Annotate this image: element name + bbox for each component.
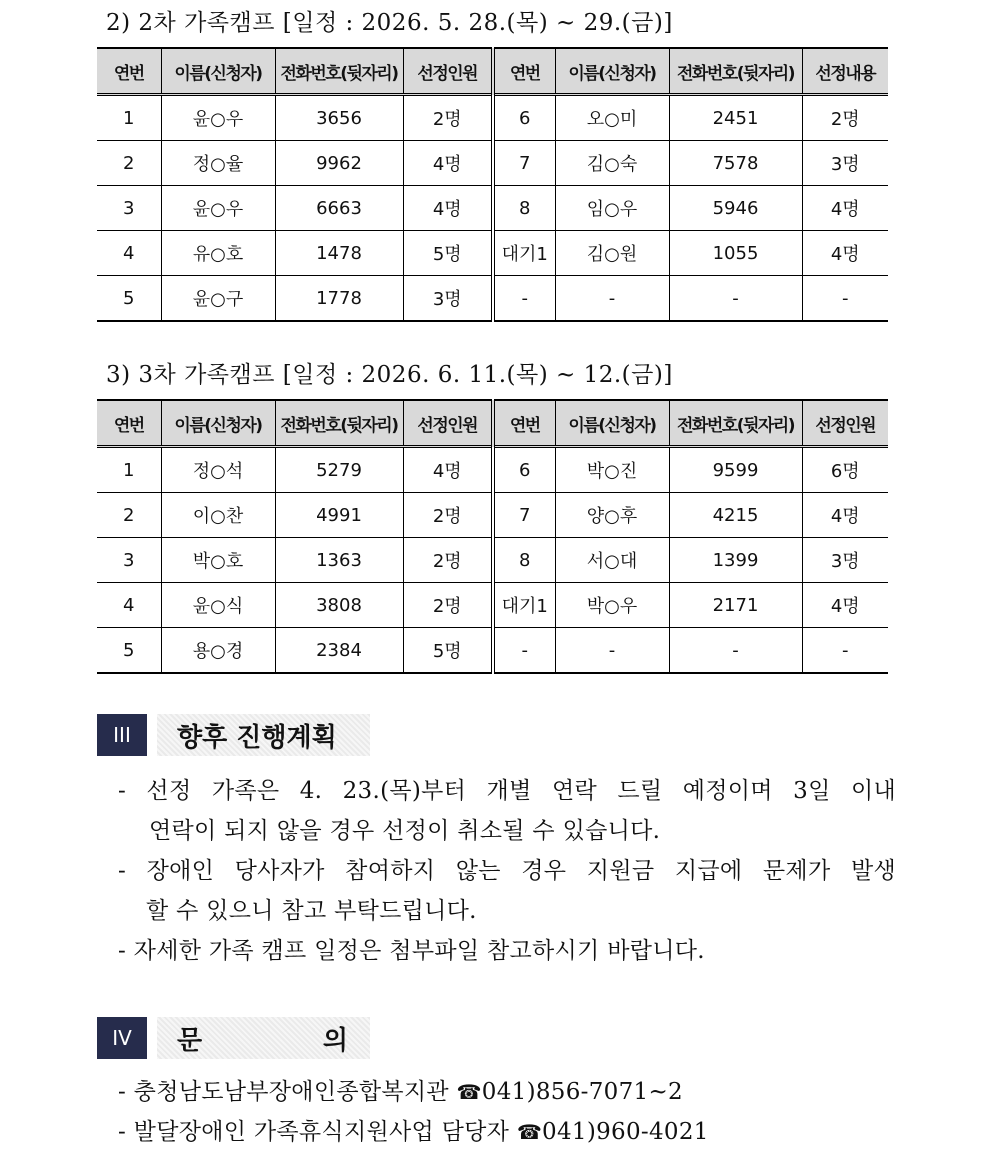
table-cell: 대기1 xyxy=(493,231,555,276)
table-cell: - xyxy=(802,628,888,674)
plan-line-1: - 선정 가족은 4. 23.(목)부터 개별 연락 드릴 예정이며 3일 이내 xyxy=(118,778,896,804)
table-cell: 4명 xyxy=(802,583,888,628)
table-cell: 2명 xyxy=(403,538,493,583)
table-cell: 7578 xyxy=(669,141,802,186)
plan-line-5: - 자세한 가족 캠프 일정은 첨부파일 참고하시기 바랍니다. xyxy=(118,938,705,964)
section-number: IV xyxy=(97,1017,147,1059)
column-header: 이름(신청자) xyxy=(555,400,669,447)
contact-phone: 041)960-4021 xyxy=(542,1119,709,1145)
camp2-selection-table xyxy=(97,47,888,322)
table-cell: 2451 xyxy=(669,95,802,141)
table-cell: 서○대 xyxy=(555,538,669,583)
table-cell: 윤○우 xyxy=(161,95,275,141)
table-cell: - xyxy=(493,276,555,322)
table-cell: - xyxy=(555,276,669,322)
table-cell: 3808 xyxy=(275,583,403,628)
table-cell: 9599 xyxy=(669,447,802,493)
table-cell: 3명 xyxy=(403,276,493,322)
column-header: 연번 xyxy=(97,400,161,447)
table-cell: - xyxy=(669,276,802,322)
section-title-right: 의 xyxy=(322,1025,348,1056)
table-cell: 8 xyxy=(493,538,555,583)
table-cell: 2 xyxy=(97,493,161,538)
table-cell: - xyxy=(555,628,669,674)
table-cell: 2171 xyxy=(669,583,802,628)
section-4-header xyxy=(97,1017,377,1059)
table-cell: 정○율 xyxy=(161,141,275,186)
table-cell: 2명 xyxy=(403,583,493,628)
plan-line-2: 연락이 되지 않을 경우 선정이 취소될 수 있습니다. xyxy=(149,818,661,844)
table-cell: 윤○우 xyxy=(161,186,275,231)
table-cell: 박○진 xyxy=(555,447,669,493)
table-cell: 3 xyxy=(97,186,161,231)
table-cell: 3656 xyxy=(275,95,403,141)
table-cell: 6663 xyxy=(275,186,403,231)
table-cell: 4 xyxy=(97,583,161,628)
table-cell: 4명 xyxy=(403,141,493,186)
table-cell: - xyxy=(493,628,555,674)
table-cell: 1399 xyxy=(669,538,802,583)
table-cell: 6명 xyxy=(802,447,888,493)
section-number: III xyxy=(97,714,147,756)
plan-line-3: - 장애인 당사자가 참여하지 않는 경우 지원금 지급에 문제가 발생 xyxy=(118,858,896,884)
table-cell: 2384 xyxy=(275,628,403,674)
table-cell: 6 xyxy=(493,95,555,141)
table-cell: 이○찬 xyxy=(161,493,275,538)
table-cell: 6 xyxy=(493,447,555,493)
table-cell: 1478 xyxy=(275,231,403,276)
column-header: 전화번호(뒷자리) xyxy=(669,400,802,447)
camp2-heading: 2) 2차 가족캠프 [일정 : 2026. 5. 28.(목) ~ 29.(금)] xyxy=(106,10,673,36)
table-cell: 5279 xyxy=(275,447,403,493)
table-row xyxy=(97,628,888,674)
table-cell: 4명 xyxy=(802,493,888,538)
column-header: 선정인원 xyxy=(403,400,493,447)
table-cell: 1055 xyxy=(669,231,802,276)
table-cell: 양○후 xyxy=(555,493,669,538)
phone-icon: ☎ xyxy=(516,1120,543,1144)
contact-line-1 xyxy=(118,1073,683,1106)
table-cell: 5명 xyxy=(403,231,493,276)
table-cell: 7 xyxy=(493,141,555,186)
table-cell: 1 xyxy=(97,95,161,141)
table-cell: 1 xyxy=(97,447,161,493)
table-cell: 유○호 xyxy=(161,231,275,276)
table-cell: 3 xyxy=(97,538,161,583)
table-row xyxy=(97,186,888,231)
section-3-header xyxy=(97,714,377,756)
column-header: 선정내용 xyxy=(802,48,888,95)
table-cell: 정○석 xyxy=(161,447,275,493)
plan-line-4: 할 수 있으니 참고 부탁드립니다. xyxy=(146,898,477,924)
column-header: 선정인원 xyxy=(403,48,493,95)
table-row xyxy=(97,538,888,583)
contact-org: - 충청남도남부장애인종합복지관 xyxy=(118,1079,457,1105)
column-header: 이름(신청자) xyxy=(161,400,275,447)
table-cell: 4명 xyxy=(403,186,493,231)
table-cell: 4 xyxy=(97,231,161,276)
table-header-row xyxy=(97,400,888,447)
column-header: 전화번호(뒷자리) xyxy=(669,48,802,95)
column-header: 연번 xyxy=(493,400,555,447)
table-cell: 3명 xyxy=(802,538,888,583)
table-row xyxy=(97,447,888,493)
table-row xyxy=(97,276,888,322)
table-row xyxy=(97,141,888,186)
section-title xyxy=(157,1017,370,1059)
table-cell: 5 xyxy=(97,628,161,674)
table-cell: 3명 xyxy=(802,141,888,186)
table-cell: 용○경 xyxy=(161,628,275,674)
table-cell: 4명 xyxy=(403,447,493,493)
section-title: 향후 진행계획 xyxy=(157,714,370,756)
table-cell: 1778 xyxy=(275,276,403,322)
table-cell: 4명 xyxy=(802,186,888,231)
column-header: 연번 xyxy=(97,48,161,95)
table-cell: 박○우 xyxy=(555,583,669,628)
table-cell: 4명 xyxy=(802,231,888,276)
table-cell: 4215 xyxy=(669,493,802,538)
table-cell: 5946 xyxy=(669,186,802,231)
table-cell: 대기1 xyxy=(493,583,555,628)
contact-org: - 발달장애인 가족휴식지원사업 담당자 xyxy=(118,1119,517,1145)
column-header: 전화번호(뒷자리) xyxy=(275,48,403,95)
table-row xyxy=(97,231,888,276)
table-cell: 8 xyxy=(493,186,555,231)
column-header: 연번 xyxy=(493,48,555,95)
table-cell: - xyxy=(669,628,802,674)
table-cell: 김○숙 xyxy=(555,141,669,186)
table-row xyxy=(97,95,888,141)
camp3-heading: 3) 3차 가족캠프 [일정 : 2026. 6. 11.(목) ~ 12.(금)] xyxy=(106,362,673,388)
table-cell: 김○원 xyxy=(555,231,669,276)
column-header: 선정인원 xyxy=(802,400,888,447)
table-cell: 5명 xyxy=(403,628,493,674)
table-cell: 2 xyxy=(97,141,161,186)
table-cell: 2명 xyxy=(802,95,888,141)
contact-phone: 041)856-7071~2 xyxy=(481,1079,683,1105)
table-cell: 윤○식 xyxy=(161,583,275,628)
table-cell: 박○호 xyxy=(161,538,275,583)
table-cell: 윤○구 xyxy=(161,276,275,322)
table-cell: - xyxy=(802,276,888,322)
table-cell: 2명 xyxy=(403,493,493,538)
section-title-left: 문 xyxy=(177,1025,203,1056)
column-header: 이름(신청자) xyxy=(555,48,669,95)
table-cell: 2명 xyxy=(403,95,493,141)
column-header: 전화번호(뒷자리) xyxy=(275,400,403,447)
table-header-row xyxy=(97,48,888,95)
camp3-selection-table xyxy=(97,399,888,674)
table-cell: 7 xyxy=(493,493,555,538)
table-cell: 5 xyxy=(97,276,161,322)
phone-icon: ☎ xyxy=(456,1080,482,1104)
table-row xyxy=(97,583,888,628)
table-cell: 4991 xyxy=(275,493,403,538)
table-cell: 9962 xyxy=(275,141,403,186)
table-cell: 오○미 xyxy=(555,95,669,141)
table-cell: 1363 xyxy=(275,538,403,583)
contact-line-2 xyxy=(118,1113,709,1146)
table-cell: 임○우 xyxy=(555,186,669,231)
table-row xyxy=(97,493,888,538)
column-header: 이름(신청자) xyxy=(161,48,275,95)
